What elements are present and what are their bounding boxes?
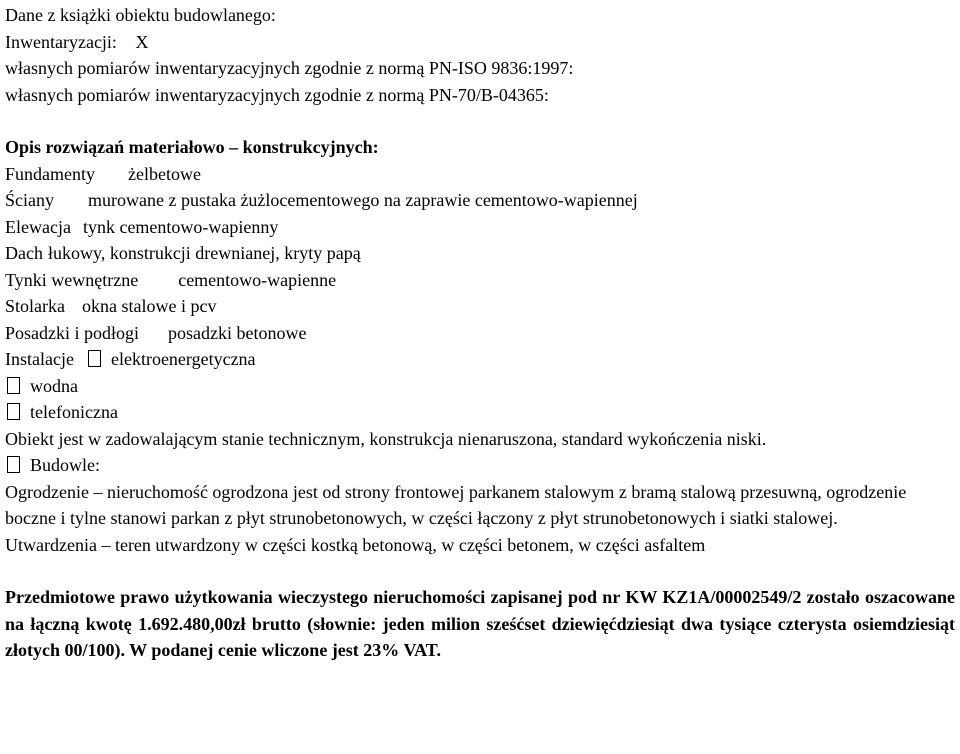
row-value: murowane z pustaka żużlocementowego na zaprawie cementowo-wapiennej [88,190,638,210]
row-value: cementowo-wapienne [178,269,337,290]
budowle-label: Budowle: [30,455,100,475]
row-value: okna stalowe i pcv [82,296,217,316]
install-item: wodna [30,375,78,396]
checkbox-icon [7,456,20,473]
checkbox-icon [7,403,20,420]
budowle-line [5,452,955,479]
utwardzenia-line: Utwardzenia – teren utwardzony w części kostką betonową, w części betonem, w części asfaltem [5,534,706,555]
row-value: posadzki betonowe [168,322,307,343]
row-label: Tynki wewnętrzne [5,269,139,290]
row-instalacje [5,346,955,373]
condition-paragraph: Obiekt jest w zadowalającym stanie technicznym, konstrukcja nienaruszona, standard wykończenia niski. [5,428,767,449]
row-label: Elewacja [5,216,71,237]
row-stolarka [5,293,955,320]
row-dach [5,240,955,267]
row-label: Dach [5,243,43,263]
row-elewacja [5,214,955,241]
install-item: telefoniczna [30,402,118,422]
row-label: Stolarka [5,296,65,316]
norm-pn-line: własnych pomiarów inwentaryzacyjnych zgodnie z normą PN-70/B-04365: [5,84,549,105]
ogrodzenie-paragraph: Ogrodzenie – nieruchomość ogrodzona jest od strony frontowej parkanem stalowym z bramą stalową przesuwną, ogrodzenie boczne i tylne stanowi parkan z płyt strunobetonowych, w części łączony z płyt strunobetonowych i siatki stalowej. [5,481,907,528]
install-wodna [5,373,955,400]
row-fundamenty [5,161,955,188]
inventory-line [5,29,955,56]
row-label: Fundamenty [5,163,95,184]
install-telefoniczna [5,399,955,426]
row-label: Ściany [5,190,54,210]
row-label: Posadzki i podłogi [5,322,139,343]
checkbox-icon [7,377,20,394]
inventory-label: Inwentaryzacji: [5,31,117,52]
row-value: łukowy, konstrukcji drewnianej, kryty papą [47,243,361,263]
row-sciany [5,187,955,214]
summary-paragraph: Przedmiotowe prawo użytkowania wieczystego nieruchomości zapisanej pod nr KW KZ1A/00002549/2 zostało oszacowane na łączną kwotę 1.692.480,00zł brutto (słownie: jeden milion sześćset dziewięćdziesiąt dwa tysiące czterysta osiemdziesiąt złotych 00/100). W podanej cenie wliczone jest 23% VAT. [5,587,955,660]
row-tynki [5,267,955,294]
checkbox-icon [88,350,101,367]
section-title: Opis rozwiązań materiałowo – konstrukcyjnych: [5,137,379,157]
row-posadzki [5,320,955,347]
inventory-value: X [135,31,149,52]
row-label: Instalacje [5,349,74,369]
norm-iso-line: własnych pomiarów inwentaryzacyjnych zgodnie z normą PN-ISO 9836:1997: [5,58,574,78]
install-item: elektroenergetyczna [110,349,256,369]
row-value: tynk cementowo-wapienny [82,216,279,237]
book-data-heading: Dane z książki obiektu budowlanego: [5,5,276,25]
row-value: żelbetowe [128,163,201,184]
